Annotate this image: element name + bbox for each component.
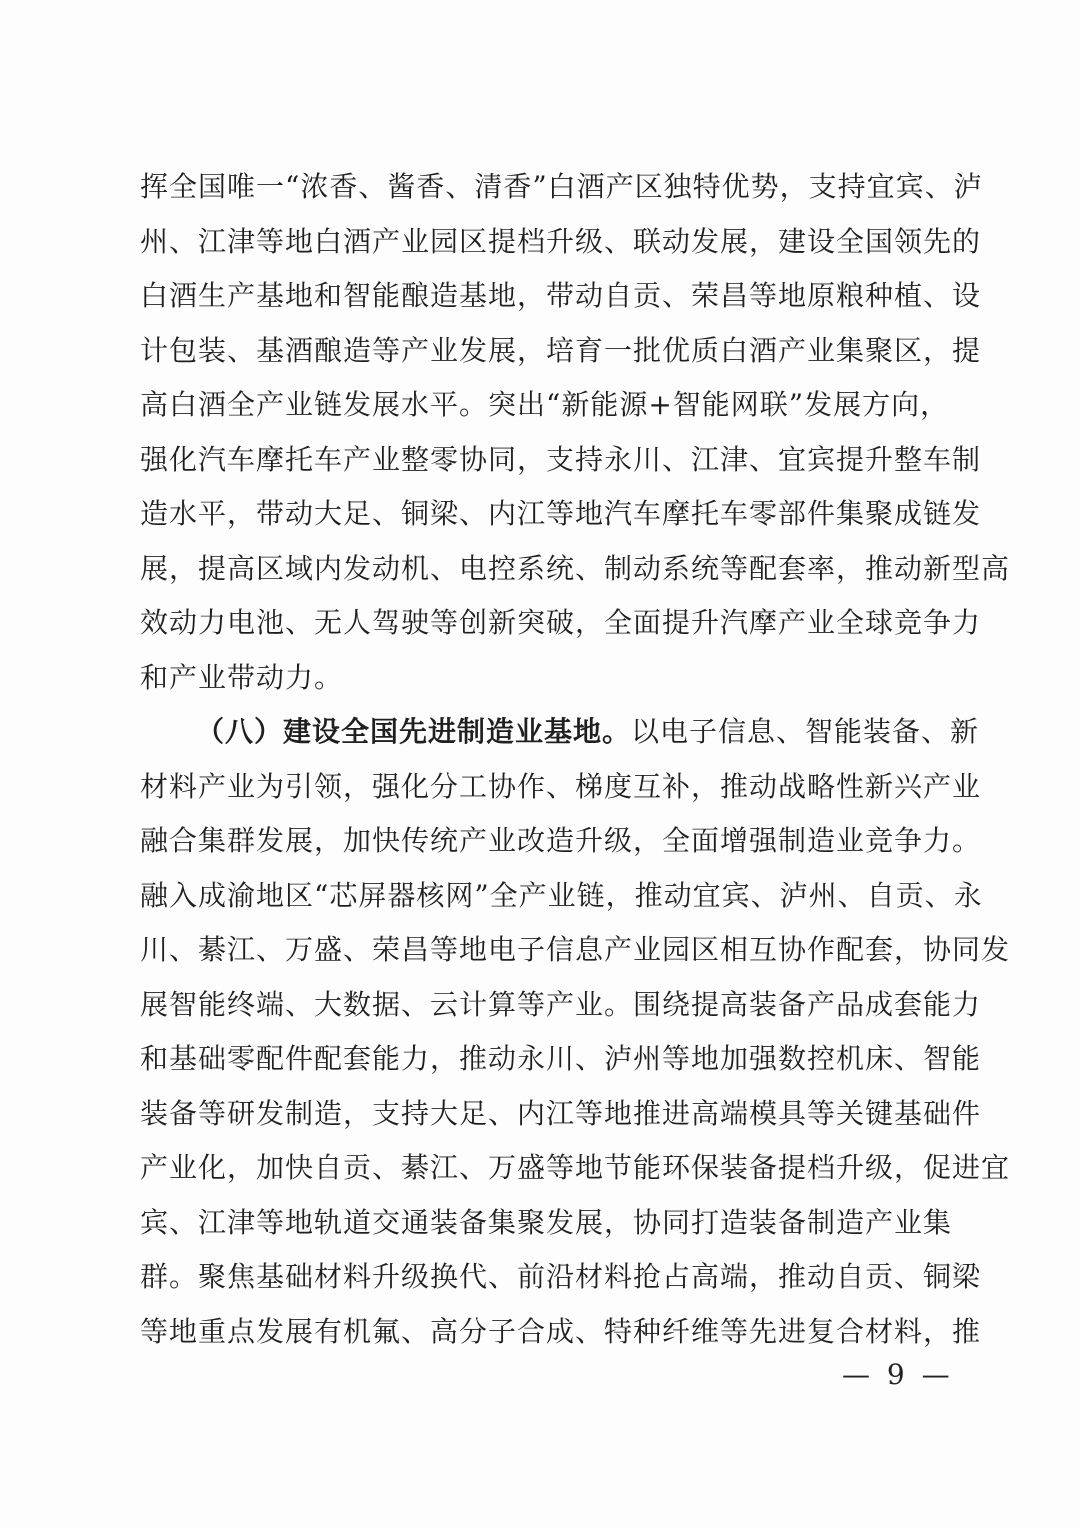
text-line: 宾、江津等地轨道交通装备集聚发展，协同打造装备制造产业集 bbox=[140, 1205, 953, 1239]
text-line: 群。聚焦基础材料升级换代、前沿材料抢占高端，推动自贡、铜梁 bbox=[140, 1260, 982, 1293]
text-line: 装备等研发制造，支持大足、内江等地推进高端模具等关键基础件 bbox=[140, 1096, 982, 1130]
text-line: 展，提高区域内发动机、电控系统、制动系统等配套率，推动新型高 bbox=[140, 551, 1011, 585]
text-line: 产业化，加快自贡、綦江、万盛等地节能环保装备提档升级，促进宜 bbox=[140, 1151, 1011, 1184]
text-line: 和产业带动力。 bbox=[140, 660, 344, 694]
text-line: 展智能终端、大数据、云计算等产业。围绕提高装备产品成套能力 bbox=[140, 987, 982, 1021]
section-first-line bbox=[140, 705, 980, 760]
text-line: 效动力电池、无人驾驶等创新突破，全面提升汽摩产业全球竞争力 bbox=[140, 606, 982, 639]
page-number: — 9 — bbox=[842, 1358, 954, 1391]
section-heading: （八）建设全国先进制造业基地。 bbox=[196, 715, 632, 748]
text-line: 高白酒全产业链发展水平。突出“新能源+智能网联”发展方向， bbox=[140, 388, 950, 421]
text-line: 州、江津等地白酒产业园区提档升级、联动发展，建设全国领先的 bbox=[140, 224, 982, 258]
text-line: 融合集群发展，加快传统产业改造升级，全面增强制造业竞争力。 bbox=[140, 824, 982, 857]
text-line: 白酒生产基地和智能酿造基地，带动自贡、荣昌等地原粮种植、设 bbox=[140, 279, 982, 312]
text-line: 造水平，带动大足、铜梁、内江等地汽车摩托车零部件集聚成链发 bbox=[140, 497, 982, 530]
text-line: 等地重点发展有机氟、高分子合成、特种纤维等先进复合材料，推 bbox=[140, 1314, 982, 1348]
body-text bbox=[140, 160, 1011, 1359]
section-first-line-text: 以电子信息、智能装备、新 bbox=[631, 715, 980, 748]
text-line: 融入成渝地区“芯屏器核网”全产业链，推动宜宾、泸州、自贡、永 bbox=[140, 878, 983, 912]
text-line: 强化汽车摩托车产业整零协同，支持永川、江津、宜宾提升整车制 bbox=[140, 442, 982, 476]
text-line: 川、綦江、万盛、荣昌等地电子信息产业园区相互协作配套，协同发 bbox=[140, 933, 1011, 966]
text-line: 挥全国唯一“浓香、酱香、清香”白酒产区独特优势，支持宜宾、泸 bbox=[140, 170, 983, 203]
text-line: 计包装、基酒酿造等产业发展，培育一批优质白酒产业集聚区，提 bbox=[140, 333, 982, 367]
text-line: 和基础零配件配套能力，推动永川、泸州等地加强数控机床、智能 bbox=[140, 1042, 982, 1075]
text-line: 材料产业为引领，强化分工协作、梯度互补，推动战略性新兴产业 bbox=[140, 769, 982, 803]
